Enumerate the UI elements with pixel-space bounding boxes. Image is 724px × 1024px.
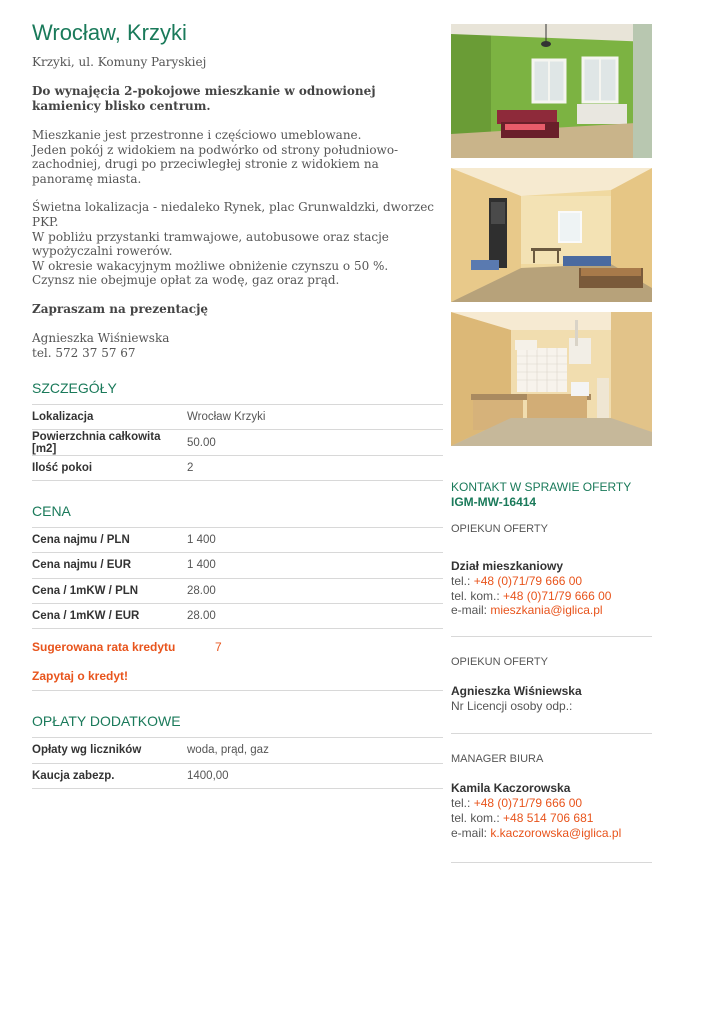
table-row	[32, 738, 443, 763]
mobile-link[interactable]: +48 514 706 681	[503, 810, 594, 825]
description-line: W pobliżu przystanki tramwajowe, autobusowe oraz stacje wypożyczalni rowerów.	[32, 229, 389, 259]
contact-phone	[451, 574, 652, 589]
ask-credit-link[interactable]: Zapytaj o kredyt!	[32, 661, 443, 691]
fees-heading: OPŁATY DODATKOWE	[32, 712, 443, 738]
contact-heading: KONTAKT W SPRAWIE OFERTY	[451, 480, 632, 494]
contact-name: Kamila Kaczorowska	[451, 781, 571, 796]
listing-photo-kitchen[interactable]	[451, 312, 652, 446]
contact-mobile	[451, 589, 652, 604]
row-label: Kaucja zabezp.	[32, 769, 115, 782]
row-value: Wrocław Krzyki	[187, 411, 266, 424]
contact-license: Nr Licencji osoby odp.:	[451, 698, 573, 713]
row-label: Powierzchnia całkowita [m2]	[32, 430, 161, 455]
contact-email	[451, 603, 652, 618]
contact-role-label: OPIEKUN OFERTY	[451, 655, 548, 668]
contact-name: Agnieszka Wiśniewska	[451, 683, 582, 698]
row-value: 1 400	[187, 534, 216, 547]
description-paragraph-1	[32, 128, 443, 186]
price-table	[32, 528, 443, 629]
mobile-prefix: tel. kom.:	[451, 588, 504, 603]
contact-email	[451, 826, 652, 841]
row-label: Cena najmu / PLN	[32, 534, 130, 547]
row-value: 28.00	[187, 584, 216, 597]
listing-address: Krzyki, ul. Komuny Paryskiej	[32, 55, 207, 69]
contact-name: Dział mieszkaniowy	[451, 559, 564, 573]
table-row	[32, 430, 443, 455]
row-label: Ilość pokoi	[32, 461, 93, 474]
row-value: 50.00	[187, 436, 216, 449]
contact-phone	[451, 796, 652, 811]
row-value: 1 400	[187, 559, 216, 572]
details-section	[32, 379, 443, 481]
sidebar-column	[451, 24, 652, 863]
mobile-prefix: tel. kom.:	[451, 810, 504, 825]
row-value: 2	[187, 461, 194, 474]
invite-text: Zapraszam na prezentację	[32, 301, 209, 316]
credit-label: Sugerowana rata kredytu	[32, 640, 176, 655]
contact-role-label: OPIEKUN OFERTY	[451, 523, 548, 535]
agent-name: Agnieszka Wiśniewska	[32, 330, 170, 345]
contact-block-agent	[451, 637, 652, 735]
table-row	[32, 579, 443, 604]
agent-info	[32, 331, 443, 360]
photo-image	[451, 168, 652, 302]
row-label: Opłaty wg liczników	[32, 744, 142, 757]
row-value: woda, prąd, gaz	[187, 744, 269, 757]
listing-column	[32, 20, 443, 789]
fees-section	[32, 712, 443, 789]
row-label: Cena / 1mKW / PLN	[32, 584, 139, 597]
details-heading: SZCZEGÓŁY	[32, 379, 443, 405]
contact-role-label: MANAGER BIURA	[451, 753, 544, 766]
page-title: Wrocław, Krzyki	[32, 20, 187, 45]
listing-lead: Do wynajęcia 2-pokojowe mieszkanie w odnowionej kamienicy blisko centrum.	[32, 84, 376, 113]
email-link[interactable]: mieszkania@iglica.pl	[490, 603, 603, 618]
email-link[interactable]: k.kaczorowska@iglica.pl	[490, 825, 622, 840]
table-row	[32, 604, 443, 629]
description-line: Czynsz nie obejmuje opłat za wodę, gaz oraz prąd.	[32, 273, 340, 288]
row-value: 1400,00	[187, 769, 229, 782]
photo-image	[451, 24, 652, 158]
table-row	[32, 553, 443, 578]
description-line: Mieszkanie jest przestronne i częściowo umeblowane.	[32, 128, 362, 142]
row-value: 28.00	[187, 610, 216, 623]
contact-block-department	[451, 510, 652, 637]
row-label: Cena najmu / EUR	[32, 559, 132, 572]
phone-prefix: tel.:	[451, 796, 474, 811]
credit-value: 7	[215, 640, 222, 655]
agent-phone[interactable]: tel. 572 37 57 67	[32, 345, 136, 360]
email-prefix: e-mail:	[451, 825, 491, 840]
table-row	[32, 764, 443, 789]
offer-id: IGM-MW-16414	[451, 495, 537, 509]
phone-link[interactable]: +48 (0)71/79 666 00	[473, 796, 583, 811]
table-row	[32, 456, 443, 481]
description-line: Jeden pokój z widokiem na podwórko od strony południowo-zachodniej, drugi po przeciwległej stronie z widokiem na panoramę miasta.	[32, 142, 399, 186]
price-section	[32, 502, 443, 691]
phone-prefix: tel.:	[451, 574, 474, 588]
description-line: Świetna lokalizacja - niedaleko Rynek, plac Grunwaldzki, dworzec PKP.	[32, 200, 435, 229]
listing-photo-bedroom[interactable]	[451, 24, 652, 158]
description-line: W okresie wakacyjnym możliwe obniżenie czynszu o 50 %.	[32, 258, 389, 273]
mobile-link[interactable]: +48 (0)71/79 666 00	[503, 588, 612, 603]
credit-installment	[32, 633, 443, 661]
email-prefix: e-mail:	[451, 603, 491, 618]
description-paragraph-2	[32, 200, 443, 288]
photo-image	[451, 312, 652, 446]
row-label: Cena / 1mKW / EUR	[32, 610, 140, 623]
contact-section	[451, 480, 652, 863]
contact-mobile	[451, 811, 652, 826]
price-heading: CENA	[32, 502, 443, 528]
table-row	[32, 405, 443, 430]
table-row	[32, 528, 443, 553]
row-label: Lokalizacja	[32, 411, 94, 424]
listing-photo-room[interactable]	[451, 168, 652, 302]
details-table	[32, 405, 443, 481]
fees-table	[32, 738, 443, 789]
phone-link[interactable]: +48 (0)71/79 666 00	[473, 574, 583, 588]
contact-block-manager	[451, 734, 652, 863]
